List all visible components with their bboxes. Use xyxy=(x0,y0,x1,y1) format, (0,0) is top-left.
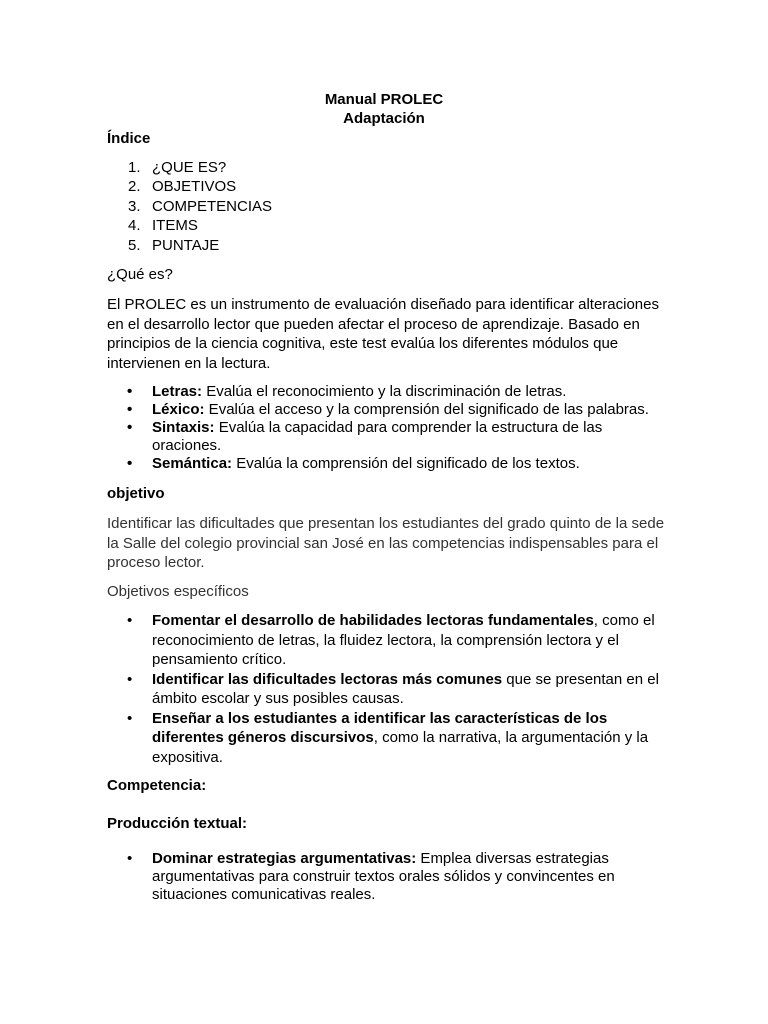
index-heading: Índice xyxy=(107,130,151,147)
produccion-list xyxy=(127,850,672,904)
list-item: • Enseñar a los estudiantes a identificar las características de los diferentes géneros discursivos, como la narrativa, la argumentación y la expositiva. xyxy=(127,709,649,766)
list-item: • Dominar estrategias argumentativas: Emplea diversas estrategias argumentativas para construir textos orales sólidos y convincentes en situaciones comunicativas reales. xyxy=(127,850,615,903)
objetivo-heading: objetivo xyxy=(107,485,165,502)
que-es-paragraph: El PROLEC es un instrumento de evaluación diseñado para identificar alteraciones en el desarrollo lector que pueden afectar el proceso de aprendizaje. Basado en principios de la ciencia cognitiva, este test evalúa los diferentes módulos que intervienen en la lectura. xyxy=(107,296,659,372)
especificos-heading: Objetivos específicos xyxy=(107,583,249,600)
index-list xyxy=(128,158,272,255)
especificos-list xyxy=(127,611,672,767)
index-item: 4. ITEMS xyxy=(128,217,198,235)
list-item: • Sintaxis: Evalúa la capacidad para comprender la estructura de las oraciones. xyxy=(127,419,603,454)
produccion-heading: Producción textual: xyxy=(107,815,248,832)
document-subtitle: Adaptación xyxy=(343,110,425,127)
competencia-heading: Competencia: xyxy=(107,777,207,794)
objetivo-paragraph: Identificar las dificultades que presentan los estudiantes del grado quinto de la sede la Salle del colegio provincial san José en las competencias indispensables para el proceso lector. xyxy=(107,515,665,571)
que-es-heading: ¿Qué es? xyxy=(107,266,173,283)
index-item: 1. ¿QUE ES? xyxy=(128,159,227,176)
list-item: • Letras: Evalúa el reconocimiento y la discriminación de letras. xyxy=(127,383,567,400)
index-item: 2. OBJETIVOS xyxy=(128,178,237,196)
modules-list xyxy=(127,383,672,473)
list-item: • Semántica: Evalúa la comprensión del significado de los textos. xyxy=(127,455,580,472)
document-title: Manual PROLEC xyxy=(324,91,444,108)
list-item: • Identificar las dificultades lectoras más comunes que se presentan en el ámbito escolar y sus posibles causas. xyxy=(127,670,659,707)
list-item: • Léxico: Evalúa el acceso y la comprensión del significado de las palabras. xyxy=(127,401,649,418)
index-item: 3. COMPETENCIAS xyxy=(128,197,273,215)
list-item: • Fomentar el desarrollo de habilidades lectoras fundamentales, como el reconocimiento de letras, la fluidez lectora, la comprensión lectora y el pensamiento crítico. xyxy=(127,612,655,668)
index-item: 5. PUNTAJE xyxy=(128,236,220,254)
